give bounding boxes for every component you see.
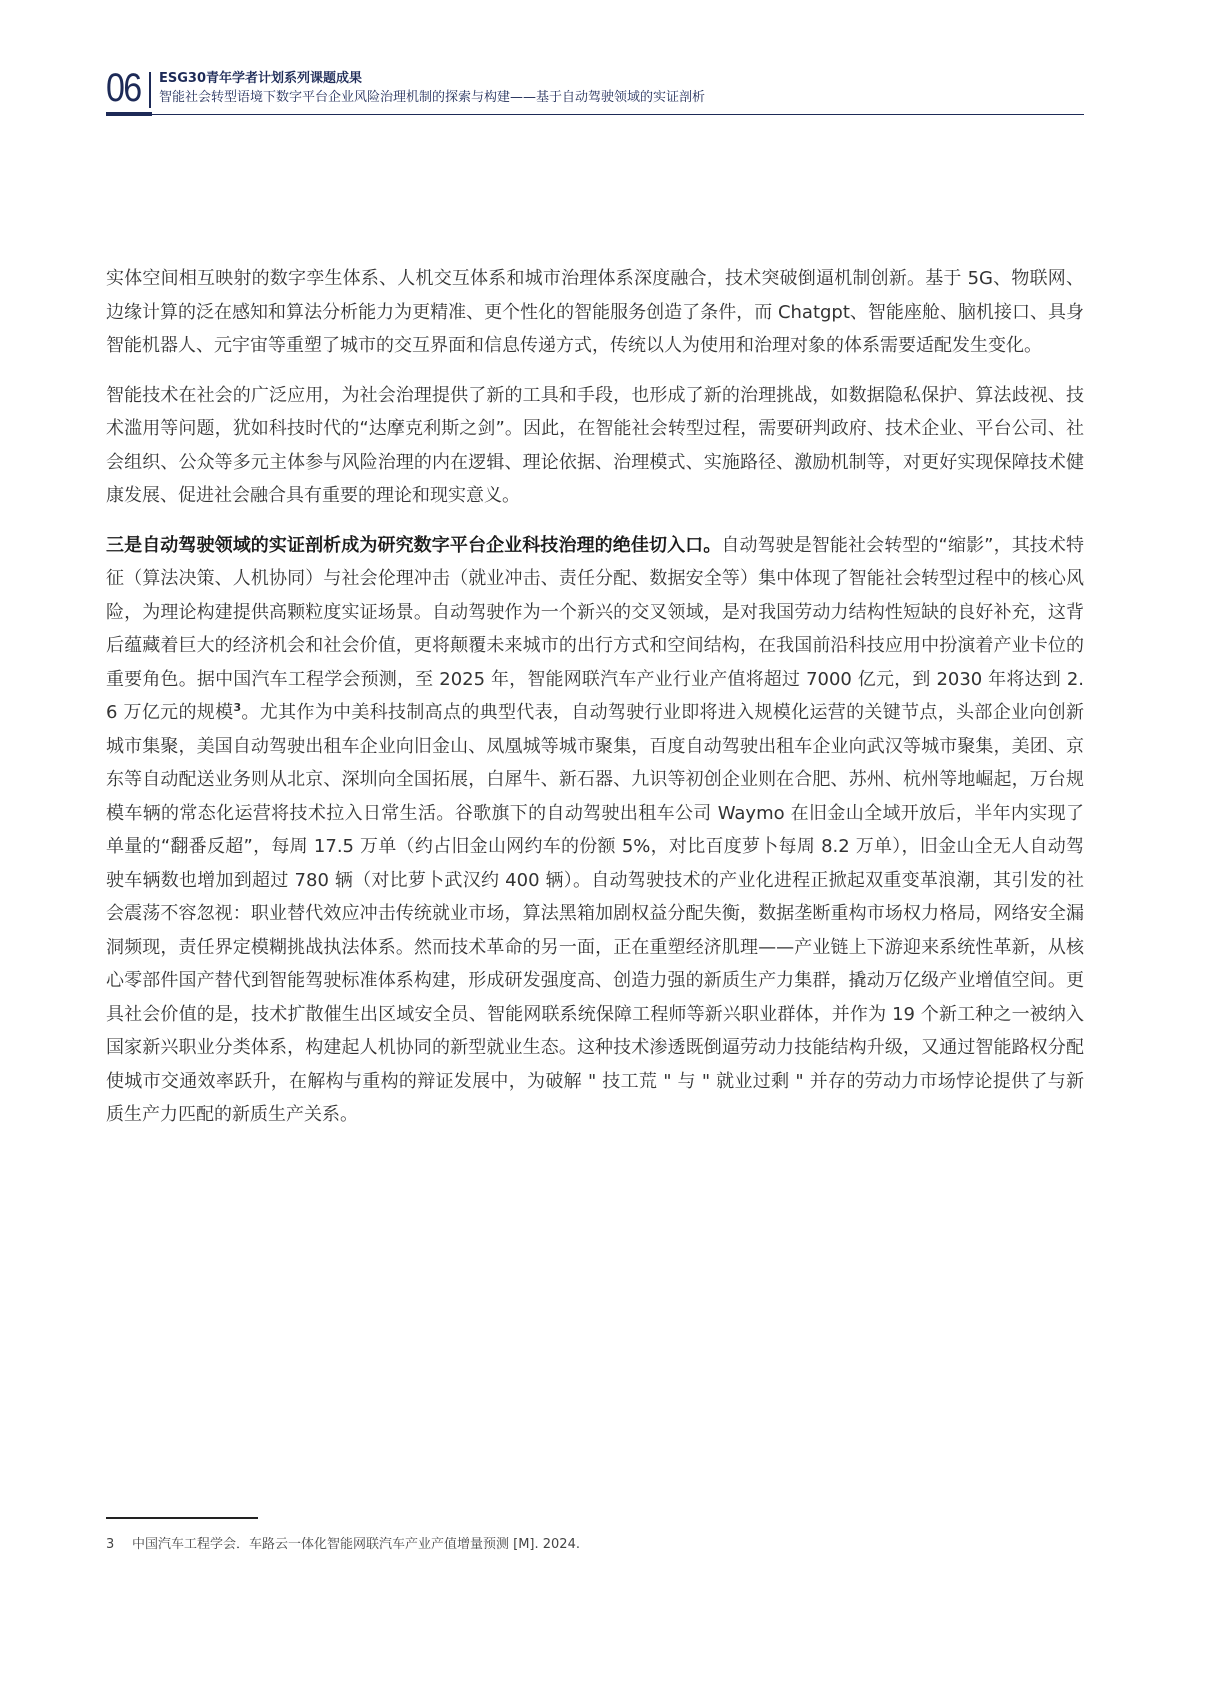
main-content [106,262,1084,1148]
paragraph-3 [106,529,1084,1132]
header-rule-accent [106,112,152,116]
paragraph-3-text-b: 。尤其作为中美科技制高点的典型代表，自动驾驶行业即将进入规模化运营的关键节点，头部企业向创新城市集聚，美国自动驾驶出租车企业向旧金山、凤凰城等城市聚集，百度自动驾驶出租车企业向武汉等城市聚集，美团、京东等自动配送业务则从北京、深圳向全国拓展，白犀牛、新石器、九识等初创企业则在合肥、苏州、杭州等地崛起，万台规模车辆的常态化运营将技术拉入日常生活。谷歌旗下的自动驾驶出租车公司 Waymo 在旧金山全域开放后，半年内实现了单量的“翻番反超”，每周 17.5 万单（约占旧金山网约车的份额 5%，对比百度萝卜每周 8.2 万单），旧金山全无人自动驾驶车辆数也增加到超过 780 辆（对比萝卜武汉约 400 辆）。自动驾驶技术的产业化进程正掀起双重变革浪潮，其引发的社会震荡不容忽视：职业替代效应冲击传统就业市场，算法黑箱加剧权益分配失衡，数据垄断重构市场权力格局，网络安全漏洞频现，责任界定模糊挑战执法体系。然而技术革命的另一面，正在重塑经济肌理——产业链上下游迎来系统性革新，从核心零部件国产替代到智能驾驶标准体系构建，形成研发强度高、创造力强的新质生产力集群，撬动万亿级产业增值空间。更具社会价值的是，技术扩散催生出区域安全员、智能网联系统保障工程师等新兴职业群体，并作为 19 个新工种之一被纳入国家新兴职业分类体系，构建起人机协同的新型就业生态。这种技术渗透既倒逼劳动力技能结构升级，又通过智能路权分配使城市交通效率跃升，在解构与重构的辩证发展中，为破解 " 技工荒 " 与 " 就业过剩 " 并存的劳动力市场悖论提供了与新质生产力匹配的新质生产关系。 [106,702,1084,1125]
footnote-reference[interactable]: 3 [233,701,242,714]
footnote-number: 3 [106,1537,115,1552]
header-separator [149,72,151,108]
report-subtitle: 智能社会转型语境下数字平台企业风险治理机制的探索与构建——基于自动驾驶领域的实证剖析 [159,90,706,105]
header-rule [106,114,1084,115]
paragraph-2: 智能技术在社会的广泛应用，为社会治理提供了新的工具和手段，也形成了新的治理挑战，如数据隐私保护、算法歧视、技术滥用等问题，犹如科技时代的“达摩克利斯之剑”。因此，在智能社会转型过程，需要研判政府、技术企业、平台公司、社会组织、公众等多元主体参与风险治理的内在逻辑、理论依据、治理模式、实施路径、激励机制等，对更好实现保障技术健康发展、促进社会融合具有重要的理论和现实意义。 [106,384,1084,506]
footnote-text: 中国汽车工程学会．车路云一体化智能网联汽车产业产值增量预测 [M]. 2024. [132,1537,580,1552]
paragraph-1: 实体空间相互映射的数字孪生体系、人机交互体系和城市治理体系深度融合，技术突破倒逼机制创新。基于 5G、物联网、边缘计算的泛在感知和算法分析能力为更精准、更个性化的智能服务创造了条件，而 Chatgpt、智能座舱、脑机接口、具身智能机器人、元宇宙等重塑了城市的交互界面和信息传递方式，传统以人为使用和治理对象的体系需要适配发生变化。 [106,268,1084,356]
page-number: 06 [106,66,141,110]
footnote [106,1535,1006,1555]
paragraph-3-lead: 三是自动驾驶领域的实证剖析成为研究数字平台企业科技治理的绝佳切入口。 [106,534,722,556]
footnote-rule [106,1517,258,1519]
series-title: ESG30青年学者计划系列课题成果 [159,71,363,86]
paragraph-3-text-a: 自动驾驶是智能社会转型的“缩影”，其技术特征（算法决策、人机协同）与社会伦理冲击（就业冲击、责任分配、数据安全等）集中体现了智能社会转型过程中的核心风险，为理论构建提供高颗粒度实证场景。自动驾驶作为一个新兴的交叉领域，是对我国劳动力结构性短缺的良好补充，这背后蕴藏着巨大的经济机会和社会价值，更将颠覆未来城市的出行方式和空间结构，在我国前沿科技应用中扮演着产业卡位的重要角色。据中国汽车工程学会预测，至 2025 年，智能网联汽车产业行业产值将超过 7000 亿元，到 2030 年将达到 2.6 万亿元的规模 [106,534,1085,723]
